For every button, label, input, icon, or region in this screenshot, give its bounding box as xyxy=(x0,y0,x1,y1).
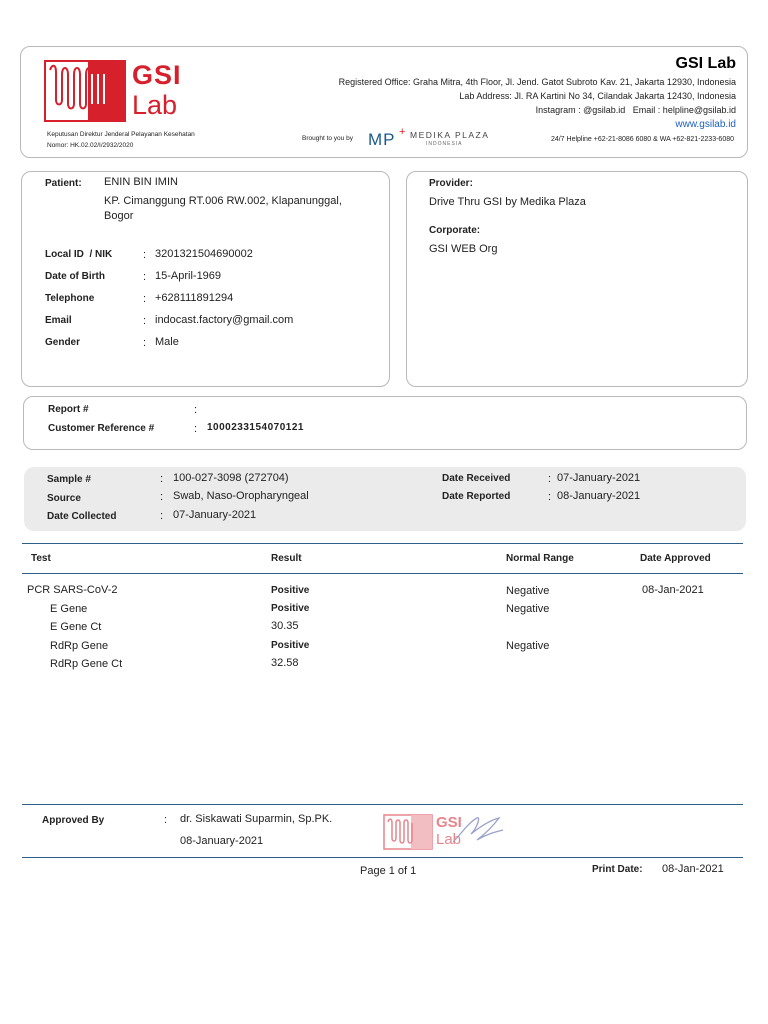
helpline: 24/7 Helpline +62-21-8086 6080 & WA +62-821-2233-6080 xyxy=(550,136,734,143)
reported-value: 08-January-2021 xyxy=(557,490,641,502)
received-value: 07-January-2021 xyxy=(557,472,641,484)
nik-colon: : xyxy=(143,249,147,261)
telephone-colon: : xyxy=(143,293,147,305)
signature-scribble-icon xyxy=(447,812,507,850)
row-pcr-approved: 08-Jan-2021 xyxy=(642,584,704,596)
brand-title: GSI Lab xyxy=(675,55,736,72)
reported-label: Date Reported xyxy=(442,491,511,502)
print-date-label: Print Date: xyxy=(592,864,643,875)
email-value: indocast.factory@gmail.com xyxy=(155,314,294,326)
row-pcr-test: PCR SARS-CoV-2 xyxy=(27,584,118,596)
dob-value: 15-April-1969 xyxy=(155,270,222,282)
patient-address-line1: KP. Cimanggung RT.006 RW.002, Klapanunggal, xyxy=(104,195,342,207)
table-header-rule xyxy=(22,573,743,574)
reported-colon: : xyxy=(548,491,552,503)
corporate-label: Corporate: xyxy=(429,225,481,236)
logo-text-lab: Lab xyxy=(132,90,178,120)
patient-address-line2: Bogor xyxy=(104,210,134,222)
source-colon: : xyxy=(160,491,164,503)
gender-label: Gender xyxy=(45,337,81,348)
row-egene-range: Negative xyxy=(506,603,550,615)
report-label: Report # xyxy=(48,404,89,415)
received-colon: : xyxy=(548,473,552,485)
email-label: Email xyxy=(45,315,72,326)
row-rdrp-range: Negative xyxy=(506,640,550,652)
email-colon: : xyxy=(143,315,147,327)
collected-value: 07-January-2021 xyxy=(173,509,257,521)
telephone-label: Telephone xyxy=(45,293,95,304)
collected-label: Date Collected xyxy=(47,511,117,522)
source-label: Source xyxy=(47,493,81,504)
sample-value: 100-027-3098 (272704) xyxy=(173,472,289,484)
stamp-text-gsi: GSI xyxy=(436,814,462,831)
sample-colon: : xyxy=(160,473,164,485)
approver-name: dr. Siskawati Suparmin, Sp.PK. xyxy=(180,813,333,825)
report-colon: : xyxy=(194,404,198,416)
gender-colon: : xyxy=(143,337,147,349)
row-egene-result: Positive xyxy=(271,603,310,614)
table-top-rule xyxy=(22,543,743,544)
row-pcr-result: Positive xyxy=(271,585,310,596)
brought-by-label: Brought to you by xyxy=(302,135,353,142)
registered-office: Registered Office: Graha Mitra, 4th Floor, Jl. Jend. Gatot Subroto Kav. 21, Jakarta 12930, Indonesia xyxy=(338,77,736,87)
approval-top-rule xyxy=(22,804,743,805)
nik-value: 3201321504690002 xyxy=(155,248,253,260)
telephone-value: +628111891294 xyxy=(155,292,234,304)
header-result: Result xyxy=(271,553,302,564)
gsi-logo-icon xyxy=(44,60,126,122)
approved-by-colon: : xyxy=(164,814,168,826)
approval-bottom-rule xyxy=(22,857,743,858)
social-contact: Instagram : @gsilab.id Email : helpline@gsilab.id xyxy=(535,105,736,115)
provider-label: Provider: xyxy=(429,178,473,189)
provider-value: Drive Thru GSI by Medika Plaza xyxy=(429,196,586,208)
stamp-text-lab: Lab xyxy=(436,831,462,848)
dob-label: Date of Birth xyxy=(45,271,105,282)
medika-mp-mark: MP xyxy=(368,130,396,149)
gender-value: Male xyxy=(155,336,179,348)
row-egene-ct-result: 30.35 xyxy=(271,620,299,632)
row-egene-test: E Gene xyxy=(50,603,88,615)
row-pcr-range: Negative xyxy=(506,585,550,597)
lab-address: Lab Address: Jl. RA Kartini No 34, Cilandak Jakarta 12430, Indonesia xyxy=(459,91,736,101)
gsi-logo xyxy=(44,60,194,122)
nik-label: Local ID / NIK xyxy=(45,249,113,260)
signature-stamp xyxy=(383,812,508,852)
dob-colon: : xyxy=(143,271,147,283)
page-number: Page 1 of 1 xyxy=(360,865,417,877)
medika-country: INDONESIA xyxy=(426,141,463,147)
approved-by-label: Approved By xyxy=(42,815,105,826)
decree-line1: Keputusan Direktur Jenderal Pelayanan Kesehatan xyxy=(47,131,195,138)
customer-ref-colon: : xyxy=(194,423,198,435)
source-value: Swab, Naso-Oropharyngeal xyxy=(173,490,309,502)
header-test: Test xyxy=(31,553,51,564)
collected-colon: : xyxy=(160,510,164,522)
patient-label: Patient: xyxy=(45,178,82,189)
corporate-value: GSI WEB Org xyxy=(429,243,498,255)
website-link[interactable]: www.gsilab.id xyxy=(675,119,736,130)
medika-plus-icon: + xyxy=(399,126,406,138)
row-egene-ct-test: E Gene Ct xyxy=(50,621,102,633)
customer-ref-label: Customer Reference # xyxy=(48,423,155,434)
logo-text-gsi: GSI xyxy=(132,60,182,90)
patient-name: ENIN BIN IMIN xyxy=(104,176,178,188)
decree-line2: Nomor: HK.02.02/I/2932/2020 xyxy=(47,142,134,149)
row-rdrp-test: RdRp Gene xyxy=(50,640,109,652)
row-rdrp-ct-result: 32.58 xyxy=(271,657,299,669)
approval-date: 08-January-2021 xyxy=(180,835,264,847)
row-rdrp-ct-test: RdRp Gene Ct xyxy=(50,658,123,670)
stamp-logo-icon xyxy=(383,814,433,850)
header-normal-range: Normal Range xyxy=(506,553,574,564)
row-rdrp-result: Positive xyxy=(271,640,310,651)
received-label: Date Received xyxy=(442,473,511,484)
header-date-approved: Date Approved xyxy=(640,553,711,564)
medika-plaza-name: MEDIKA PLAZA xyxy=(410,130,490,140)
print-date-value: 08-Jan-2021 xyxy=(662,863,724,875)
customer-ref-value: 1000233154070121 xyxy=(207,422,304,433)
sample-label: Sample # xyxy=(47,474,91,485)
